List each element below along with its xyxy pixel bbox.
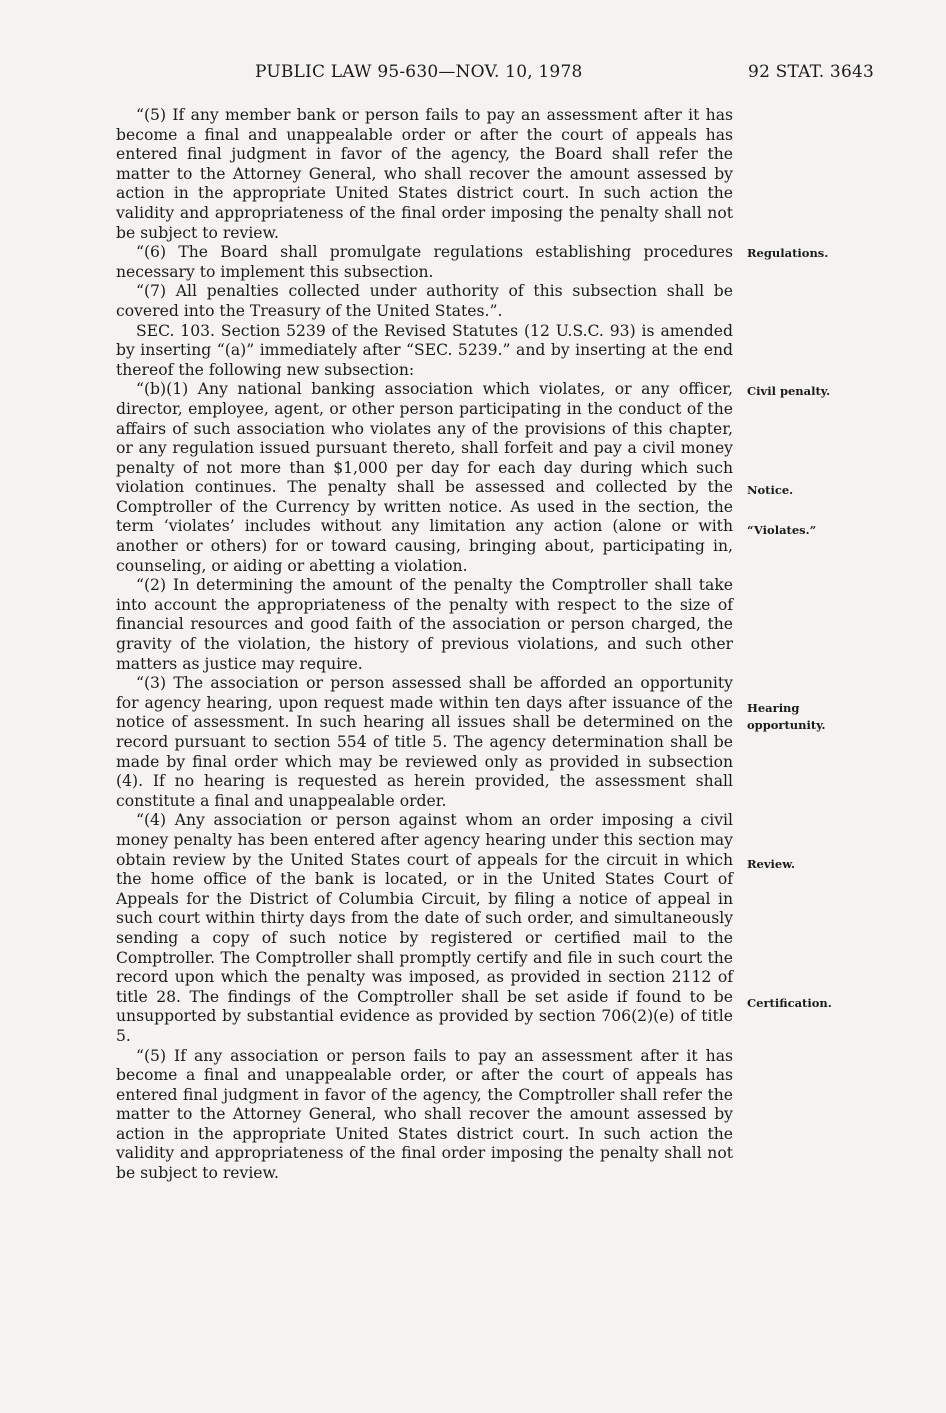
page-header <box>0 62 946 84</box>
section-103: SEC. 103. Section 5239 of the Revised Statutes (12 U.S.C. 93) is amended by inserting “(a)” immediately after “SEC. 5239.” and by inserting at the end thereof the following new subsection: <box>116 321 733 379</box>
margin-note-violates: “Violates.” <box>747 523 817 537</box>
paragraph-2: “(2) In determining the amount of the penalty the Comptroller shall take into account the appropriateness of the penalty with respect to the size of financial resources and good faith of the association or person charged, the gravity of the violation, the history of previous violations, and such other matters as justice may require. <box>116 576 733 673</box>
paragraph-4: “(4) Any association or person against whom an order imposing a civil money penalty has been entered after agency hearing under this section may obtain review by the United States court of appeals for the circuit in which the home office of the bank is located, or in the United States Court of Appeals for the District of Columbia Circuit, by filing a notice of appeal in such court within thirty days from the date of such order, and simultaneously sending a copy of such notice by registered or certified mail to the Comptroller. The Comptroller shall promptly certify and file in such court the record upon which the penalty was imposed, as provided in section 2112 of title 28. The findings of the Comptroller shall be set aside if found to be unsupported by substantial evidence as provided by section 706(2)(e) of title 5. <box>116 811 733 1045</box>
paragraph-3: “(3) The association or person assessed shall be afforded an opportunity for agency hearing, upon request made within ten days after issuance of the notice of assessment. In such hearing all issues shall be determined on the record pursuant to section 554 of title 5. The agency determination shall be made by final order which may be reviewed only as provided in subsection (4). If no hearing is requested as herein provided, the assessment shall constitute a final and unappealable order. <box>116 674 733 810</box>
paragraph-6: “(6) The Board shall promulgate regulations establishing procedures necessary to implement this subsection. <box>116 243 733 281</box>
law-title: PUBLIC LAW 95-630—NOV. 10, 1978 <box>255 62 583 82</box>
margin-note-hearing: Hearing <box>747 701 800 715</box>
margin-note-review: Review. <box>747 857 795 871</box>
paragraph-5-board: “(5) If any member bank or person fails to pay an assessment after it has become a final and unappealable order or after the court of appeals has entered final judgment in favor of the agency, the Board shall refer the matter to the Attorney General, who shall recover the amount assessed by action in the appropriate United States district court. In such action the validity and appropriateness of the final order imposing the penalty shall not be subject to review. <box>116 106 733 242</box>
paragraph-7: “(7) All penalties collected under authority of this subsection shall be covered into the Treasury of the United States.”. <box>116 282 733 320</box>
paragraph-b1: “(b)(1) Any national banking association which violates, or any officer, director, employee, agent, or other person participating in the conduct of the affairs of such association who violates any of the provisions of this chapter, or any regulation issued pursuant thereto, shall forfeit and pay a civil money penalty of not more than $1,000 per day for each day during which such violation continues. The penalty shall be assessed and collected by the Comptroller of the Currency by written notice. As used in the section, the term ‘violates’ includes without any limitation any action (alone or with another or others) for or toward causing, bringing about, participating in, counseling, or aiding or abetting a violation. <box>116 380 733 575</box>
body-text <box>116 106 733 1184</box>
margin-note-regulations: Regulations. <box>747 246 829 260</box>
margin-note-opportunity: opportunity. <box>747 718 826 732</box>
margin-note-notice: Notice. <box>747 483 794 497</box>
margin-note-certification: Certification. <box>747 996 832 1010</box>
statute-page-number: 92 STAT. 3643 <box>748 62 874 82</box>
margin-note-civil-penalty: Civil penalty. <box>747 384 831 398</box>
paragraph-5-comptroller: “(5) If any association or person fails to pay an assessment after it has become a final and unappealable order, or after the court of appeals has entered final judgment in favor of the agency, the Comptroller shall refer the matter to the Attorney General, who shall recover the amount assessed by action in the appropriate United States district court. In such action the validity and appropriateness of the final order imposing the penalty shall not be subject to review. <box>116 1046 733 1183</box>
